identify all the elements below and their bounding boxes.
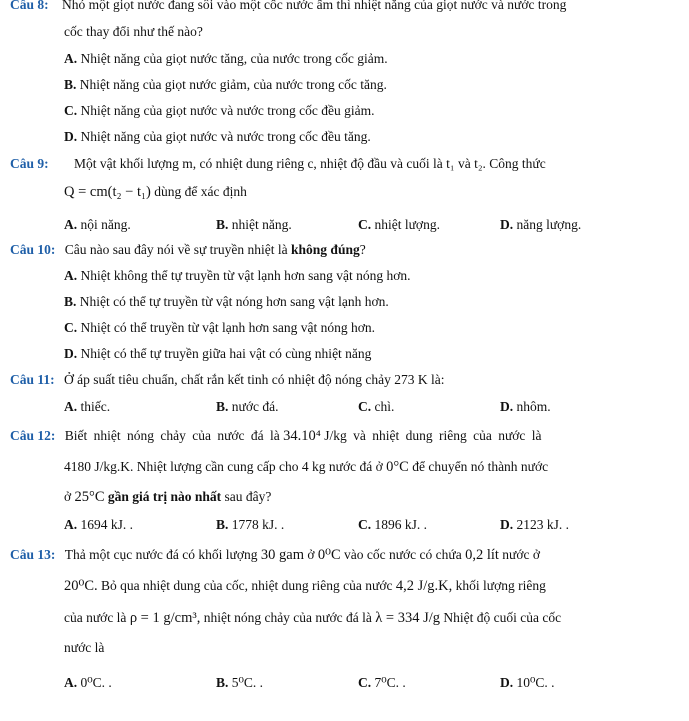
q13-option-c[interactable]: C. 7⁰C. . [358, 675, 406, 690]
q12-option-c[interactable]: C. 1896 kJ. . [358, 517, 428, 532]
q9-stem-line2 [64, 184, 247, 200]
q12-stem2-value: 0°C [386, 459, 409, 475]
q10-stem-line [10, 242, 366, 258]
q13-option-a[interactable]: A. 0⁰C. . [64, 675, 112, 690]
q10-stem-post: ? [359, 242, 366, 257]
q13-stem3-mid: nhiệt nóng chảy của nước đá là [203, 610, 372, 625]
q12-option-b[interactable]: B. 1778 kJ. . [216, 517, 285, 532]
q11-stem-line [10, 372, 445, 388]
q13-stem-line2 [64, 578, 546, 594]
q9-option-b[interactable]: B. nhiệt năng. [216, 217, 292, 232]
q12-stem3-value: 25°C [74, 489, 105, 505]
q8-option-c[interactable]: C. Nhiệt năng của giọt nước và nước trong cốc đều giảm. [64, 103, 375, 118]
q12-option-d[interactable]: D. 2123 kJ. . [500, 517, 570, 532]
q11-option-c[interactable]: C. chì. [358, 399, 395, 414]
q9-option-c[interactable]: C. nhiệt lượng. [358, 217, 440, 232]
q13-stem4: nước là [64, 640, 105, 655]
q12-stem-line2 [64, 459, 548, 475]
q13-stem1-mid: ở [307, 547, 315, 562]
q8-label: Câu 8: [10, 0, 49, 12]
q13-stem1-pre: Thả một cục nước đá có khối lượng [64, 547, 258, 562]
q11-label: Câu 11: [10, 372, 55, 387]
q12-stem-line1 [10, 428, 542, 444]
q12-label: Câu 12: [10, 428, 56, 443]
q12-stem3-bold: gần giá trị nào nhất [107, 489, 222, 504]
q13-stem3-post: Nhiệt độ cuối của cốc [443, 610, 562, 625]
q8-option-b[interactable]: B. Nhiệt năng của giọt nước giảm, của nước trong cốc tăng. [64, 77, 387, 92]
q8-stem2: cốc thay đổi như thế nào? [64, 24, 203, 39]
q13-option-b[interactable]: B. 5⁰C. . [216, 675, 264, 690]
q12-stem1-value: 34.10⁴ [283, 428, 321, 444]
q10-stem-pre: Câu nào sau đây nói về sự truyền nhiệt là [64, 242, 288, 257]
q12-stem2-post: để chuyển nó thành nước [412, 459, 549, 474]
q8-option-d[interactable]: D. Nhiệt năng của giọt nước và nước trong cốc đều tăng. [64, 129, 371, 144]
q13-label: Câu 13: [10, 547, 56, 562]
q13-ice-temp: 0⁰C [317, 547, 341, 563]
q12-stem3-pre: ở [64, 489, 72, 504]
q13-mass: 30 gam [260, 547, 304, 563]
q9-stem-line1 [10, 156, 546, 172]
q8-stem-line1 [10, 0, 566, 13]
q13-stem-line1 [10, 547, 540, 563]
q9-option-d[interactable]: D. năng lượng. [500, 217, 582, 232]
q11-option-b[interactable]: B. nước đá. [216, 399, 279, 414]
q10-option-b[interactable]: B. Nhiệt có thể tự truyền từ vật nóng hơn sang vật lạnh hơn. [64, 294, 389, 309]
q10-option-d[interactable]: D. Nhiệt có thể tự truyền giữa hai vật có cùng nhiệt năng [64, 346, 372, 361]
q10-option-c[interactable]: C. Nhiệt có thể truyền từ vật lạnh hơn sang vật nóng hơn. [64, 320, 376, 335]
q9-formula: Q = cm(t₂ − t₁) [64, 184, 151, 200]
q13-stem1-post: vào cốc nước có chứa [343, 547, 462, 562]
q9-option-a[interactable]: A. nội năng. [64, 217, 131, 232]
q12-stem1-pre: Biết nhiệt nóng chảy của nước đá là [64, 428, 280, 443]
q12-option-a[interactable]: A. 1694 kJ. . [64, 517, 134, 532]
q13-latent-heat: λ = 334 J/g [375, 610, 440, 626]
q12-stem2-pre: 4180 J/kg.K. Nhiệt lượng cần cung cấp cho 4 kg nước đá ở [64, 459, 383, 474]
q11-option-a[interactable]: A. thiếc. [64, 399, 111, 414]
q10-label: Câu 10: [10, 242, 56, 257]
q8-stem1: Nhỏ một giọt nước đang sôi vào một cốc nước ấm thì nhiệt năng của giọt nước và nước trong [62, 0, 567, 12]
q13-stem2-post: khối lượng riêng [455, 578, 546, 593]
q9-stem2: dùng để xác định [154, 184, 247, 199]
q13-volume: 0,2 lít [465, 547, 499, 563]
q13-stem2-pre: Bỏ qua nhiệt dung của cốc, nhiệt dung riêng của nước [100, 578, 393, 593]
q13-water-temp: 20⁰C. [64, 578, 98, 594]
q12-stem3-post: sau đây? [224, 489, 272, 504]
q11-stem: Ở áp suất tiêu chuẩn, chất rắn kết tinh có nhiệt độ nóng chảy 273 K là: [64, 372, 445, 387]
q11-option-d[interactable]: D. nhôm. [500, 399, 551, 414]
q9-label: Câu 9: [10, 156, 49, 171]
q13-stem1-end: nước ở [502, 547, 541, 562]
q13-specific-heat: 4,2 J/g.K, [395, 578, 453, 594]
q13-stem3-pre: của nước là [64, 610, 127, 625]
q10-option-a[interactable]: A. Nhiệt không thể tự truyền từ vật lạnh hơn sang vật nóng hơn. [64, 268, 411, 283]
q8-option-a[interactable]: A. Nhiệt năng của giọt nước tăng, của nước trong cốc giảm. [64, 51, 388, 66]
q10-stem-bold: không đúng [291, 242, 360, 257]
q9-stem1: Một vật khối lượng m, có nhiệt dung riêng c, nhiệt độ đầu và cuối là t₁ và t₂. Công thức [74, 156, 546, 171]
q13-stem-line3 [64, 610, 561, 626]
q13-density: ρ = 1 g/cm³, [129, 610, 201, 626]
q12-stem1-post: J/kg và nhiệt dung riêng của nước là [324, 428, 542, 443]
q13-option-d[interactable]: D. 10⁰C. . [500, 675, 555, 690]
q12-stem-line3 [64, 489, 271, 505]
